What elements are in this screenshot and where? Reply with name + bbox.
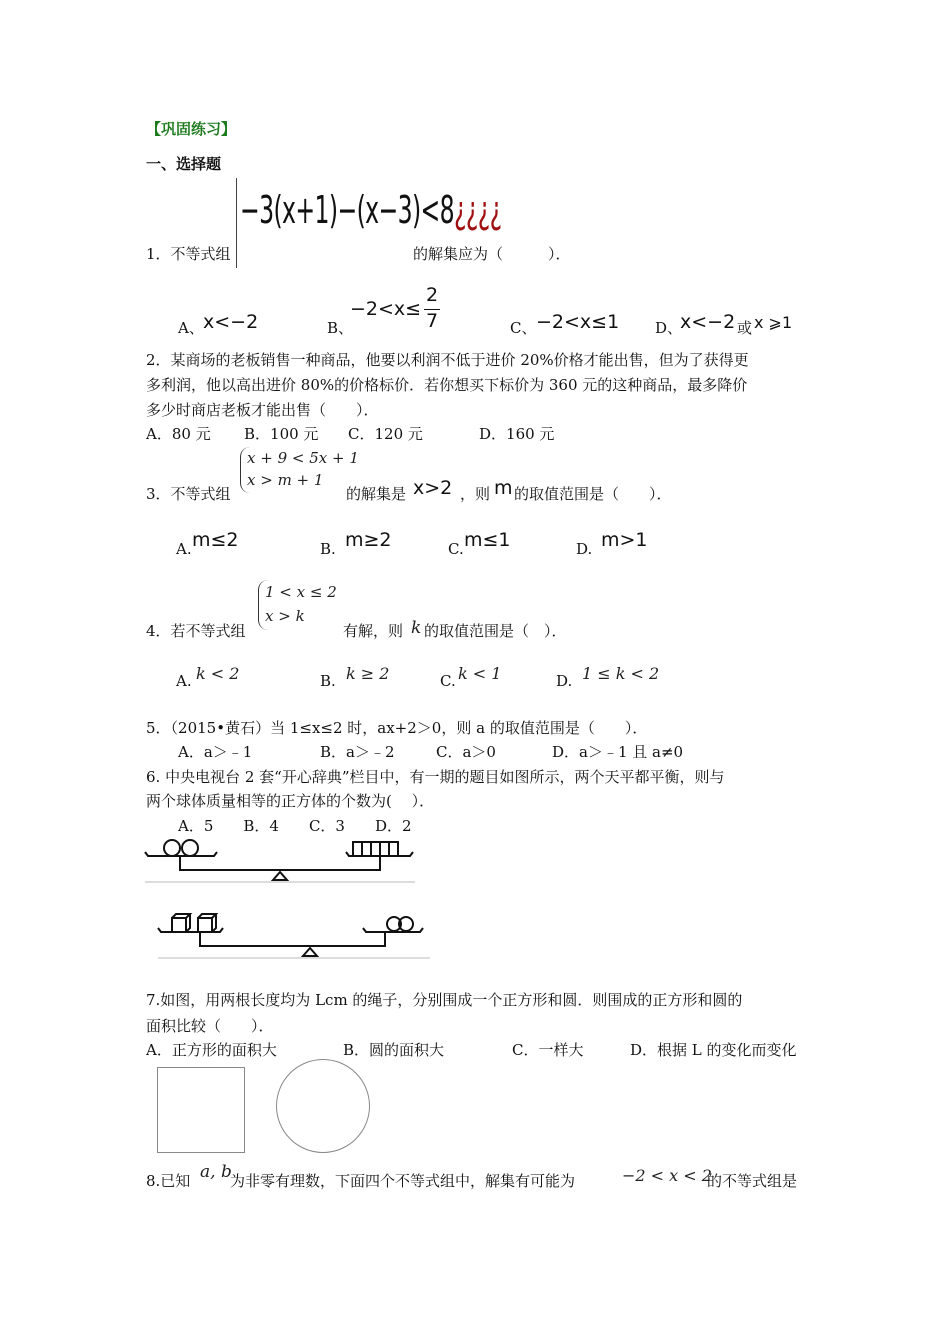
square-figure — [157, 1067, 245, 1153]
q7-line1: 7.如图，用两根长度均为 Lcm 的绳子，分别围成一个正方形和圆．则围成的正方形和圆的 — [146, 991, 743, 1009]
q4-prefix: 4．若不等式组 — [146, 622, 246, 640]
q1-opt-c-label: C、 — [510, 319, 537, 337]
ball-icon — [164, 840, 180, 856]
q3-opt-b: m≥2 — [345, 529, 392, 551]
q6-line2: 两个球体质量相等的正方体的个数为( ）． — [146, 792, 435, 810]
q5-opt-c: C．a＞0 — [436, 743, 496, 761]
q3-solution: x>2 — [413, 477, 453, 499]
q1-opt-d-or: 或 — [737, 319, 753, 337]
q1-brace — [236, 178, 239, 268]
q5-line1: 5．（2015•黄石）当 1≤x≤2 时，ax+2＞0，则 a 的取值范围是（ ）． — [146, 719, 648, 737]
q4-system — [258, 580, 337, 630]
q3-opt-c-label: C. — [448, 540, 464, 558]
q2-line1: 2．某商场的老板销售一种商品，他要以利润不低于进价 20%价格才能出售，但为了获得更 — [146, 351, 749, 369]
q4-mid: 有解，则 — [343, 622, 404, 640]
q1-formula — [240, 188, 502, 232]
q2-line2: 多利润，他以高出进价 80%的价格标价．若你想买下标价为 360 元的这种商品，最多降价 — [146, 376, 748, 394]
q4-opt-d: 1 ≤ k < 2 — [582, 664, 660, 683]
q7-opt-c: C．一样大 — [512, 1041, 584, 1059]
scale-one — [145, 840, 415, 882]
section-title: 一、选择题 — [146, 155, 222, 173]
q8-vars: a, b — [200, 1162, 232, 1182]
q2-opt-a: A．80 元 — [146, 425, 211, 443]
q3-var: m — [494, 477, 513, 499]
q1-opt-b-numerator: 2 — [426, 284, 439, 306]
q4-opt-c: k < 1 — [458, 664, 502, 683]
q3-system — [240, 447, 359, 493]
cube-icon — [198, 918, 212, 932]
q1-opt-b-label: B、 — [327, 319, 354, 337]
scale-two — [158, 914, 430, 958]
q1-opt-a-label: A、 — [178, 319, 204, 337]
cube-icon — [380, 842, 389, 856]
cube-icon — [371, 842, 380, 856]
q1-prefix: 1．不等式组 — [146, 245, 231, 263]
cube-icon — [362, 842, 371, 856]
q3-opt-b-label: B. — [320, 540, 336, 558]
q2-opt-b: B．100 元 — [244, 425, 319, 443]
q4-opt-b: k ≥ 2 — [346, 664, 390, 683]
q1-opt-d-label: D、 — [655, 319, 683, 337]
q4-opt-d-label: D. — [556, 672, 573, 690]
q3-mid1: 的解集是 — [346, 485, 407, 503]
q4-opt-a-label: A. — [176, 672, 192, 690]
q4-var: k — [411, 618, 422, 638]
q1-opt-b-denominator: 7 — [426, 310, 439, 332]
cube-icon — [172, 918, 186, 932]
q3-opt-a: m≤2 — [192, 529, 239, 551]
cube-icon — [353, 842, 362, 856]
q1-formula-garbled: ¿¿¿¿ — [454, 188, 502, 232]
exercise-heading: 【巩固练习】 — [146, 120, 237, 138]
q1-opt-a: x<−2 — [203, 311, 259, 333]
q5-opt-a: A．a＞﹣1 — [178, 743, 253, 761]
balance-scales-figure — [140, 836, 440, 966]
q4-opt-a: k < 2 — [196, 664, 240, 683]
q1-opt-d-math1: x<−2 — [680, 311, 736, 333]
q2-opt-c: C．120 元 — [348, 425, 423, 443]
q3-suffix: 的取值范围是（ ）． — [514, 485, 672, 503]
q8-mid: 为非零有理数，下面四个不等式组中，解集有可能为 — [230, 1172, 576, 1190]
q3-system-line2: x > m + 1 — [247, 471, 324, 489]
q8-prefix: 8.已知 — [146, 1172, 191, 1190]
q2-opt-d: D．160 元 — [479, 425, 555, 443]
q3-mid2: ，则 — [460, 485, 491, 503]
q4-system-line2: x > k — [265, 607, 305, 625]
q3-opt-d-label: D. — [576, 540, 593, 558]
q3-prefix: 3．不等式组 — [146, 485, 231, 503]
q5-opt-d: D．a＞﹣1 且 a≠0 — [552, 743, 684, 761]
cube-icon — [389, 842, 398, 856]
q1-suffix: 的解集应为（ ）． — [413, 245, 571, 263]
circle-figure — [276, 1059, 370, 1153]
q2-line3: 多少时商店老板才能出售（ ）． — [146, 401, 379, 419]
q1-opt-c: −2<x≤1 — [536, 311, 620, 333]
q1-opt-b: −2<x≤ — [350, 298, 422, 320]
q6-options: A．5 B．4 C．3 D．2 — [178, 817, 412, 835]
q3-opt-a-label: A. — [176, 540, 192, 558]
q3-opt-c: m≤1 — [464, 529, 511, 551]
q7-line2: 面积比较（ ）． — [146, 1017, 274, 1035]
q1-formula-main: −3(x+1)−(x−3)<8 — [240, 188, 455, 232]
q5-opt-b: B．a＞﹣2 — [320, 743, 395, 761]
q3-opt-d: m>1 — [601, 529, 648, 551]
ball-icon — [182, 840, 198, 856]
q6-line1: 6. 中央电视台 2 套“开心辞典”栏目中，有一期的题目如图所示，两个天平都平衡，则与 — [146, 768, 725, 786]
q4-suffix: 的取值范围是（ ）． — [424, 622, 567, 640]
q1-opt-d-math2: x ⩾1 — [754, 313, 793, 332]
q3-system-line1: x + 9 < 5x + 1 — [247, 449, 359, 467]
q7-opt-a: A．正方形的面积大 — [146, 1041, 277, 1059]
q4-opt-c-label: C. — [440, 672, 456, 690]
q7-opt-d: D．根据 L 的变化而变化 — [630, 1041, 797, 1059]
q4-opt-b-label: B. — [320, 672, 336, 690]
q8-range: −2 < x < 2 — [622, 1166, 712, 1185]
q7-opt-b: B．圆的面积大 — [343, 1041, 445, 1059]
q8-suffix: 的不等式组是 — [707, 1172, 798, 1190]
q4-system-line1: 1 < x ≤ 2 — [265, 583, 337, 601]
